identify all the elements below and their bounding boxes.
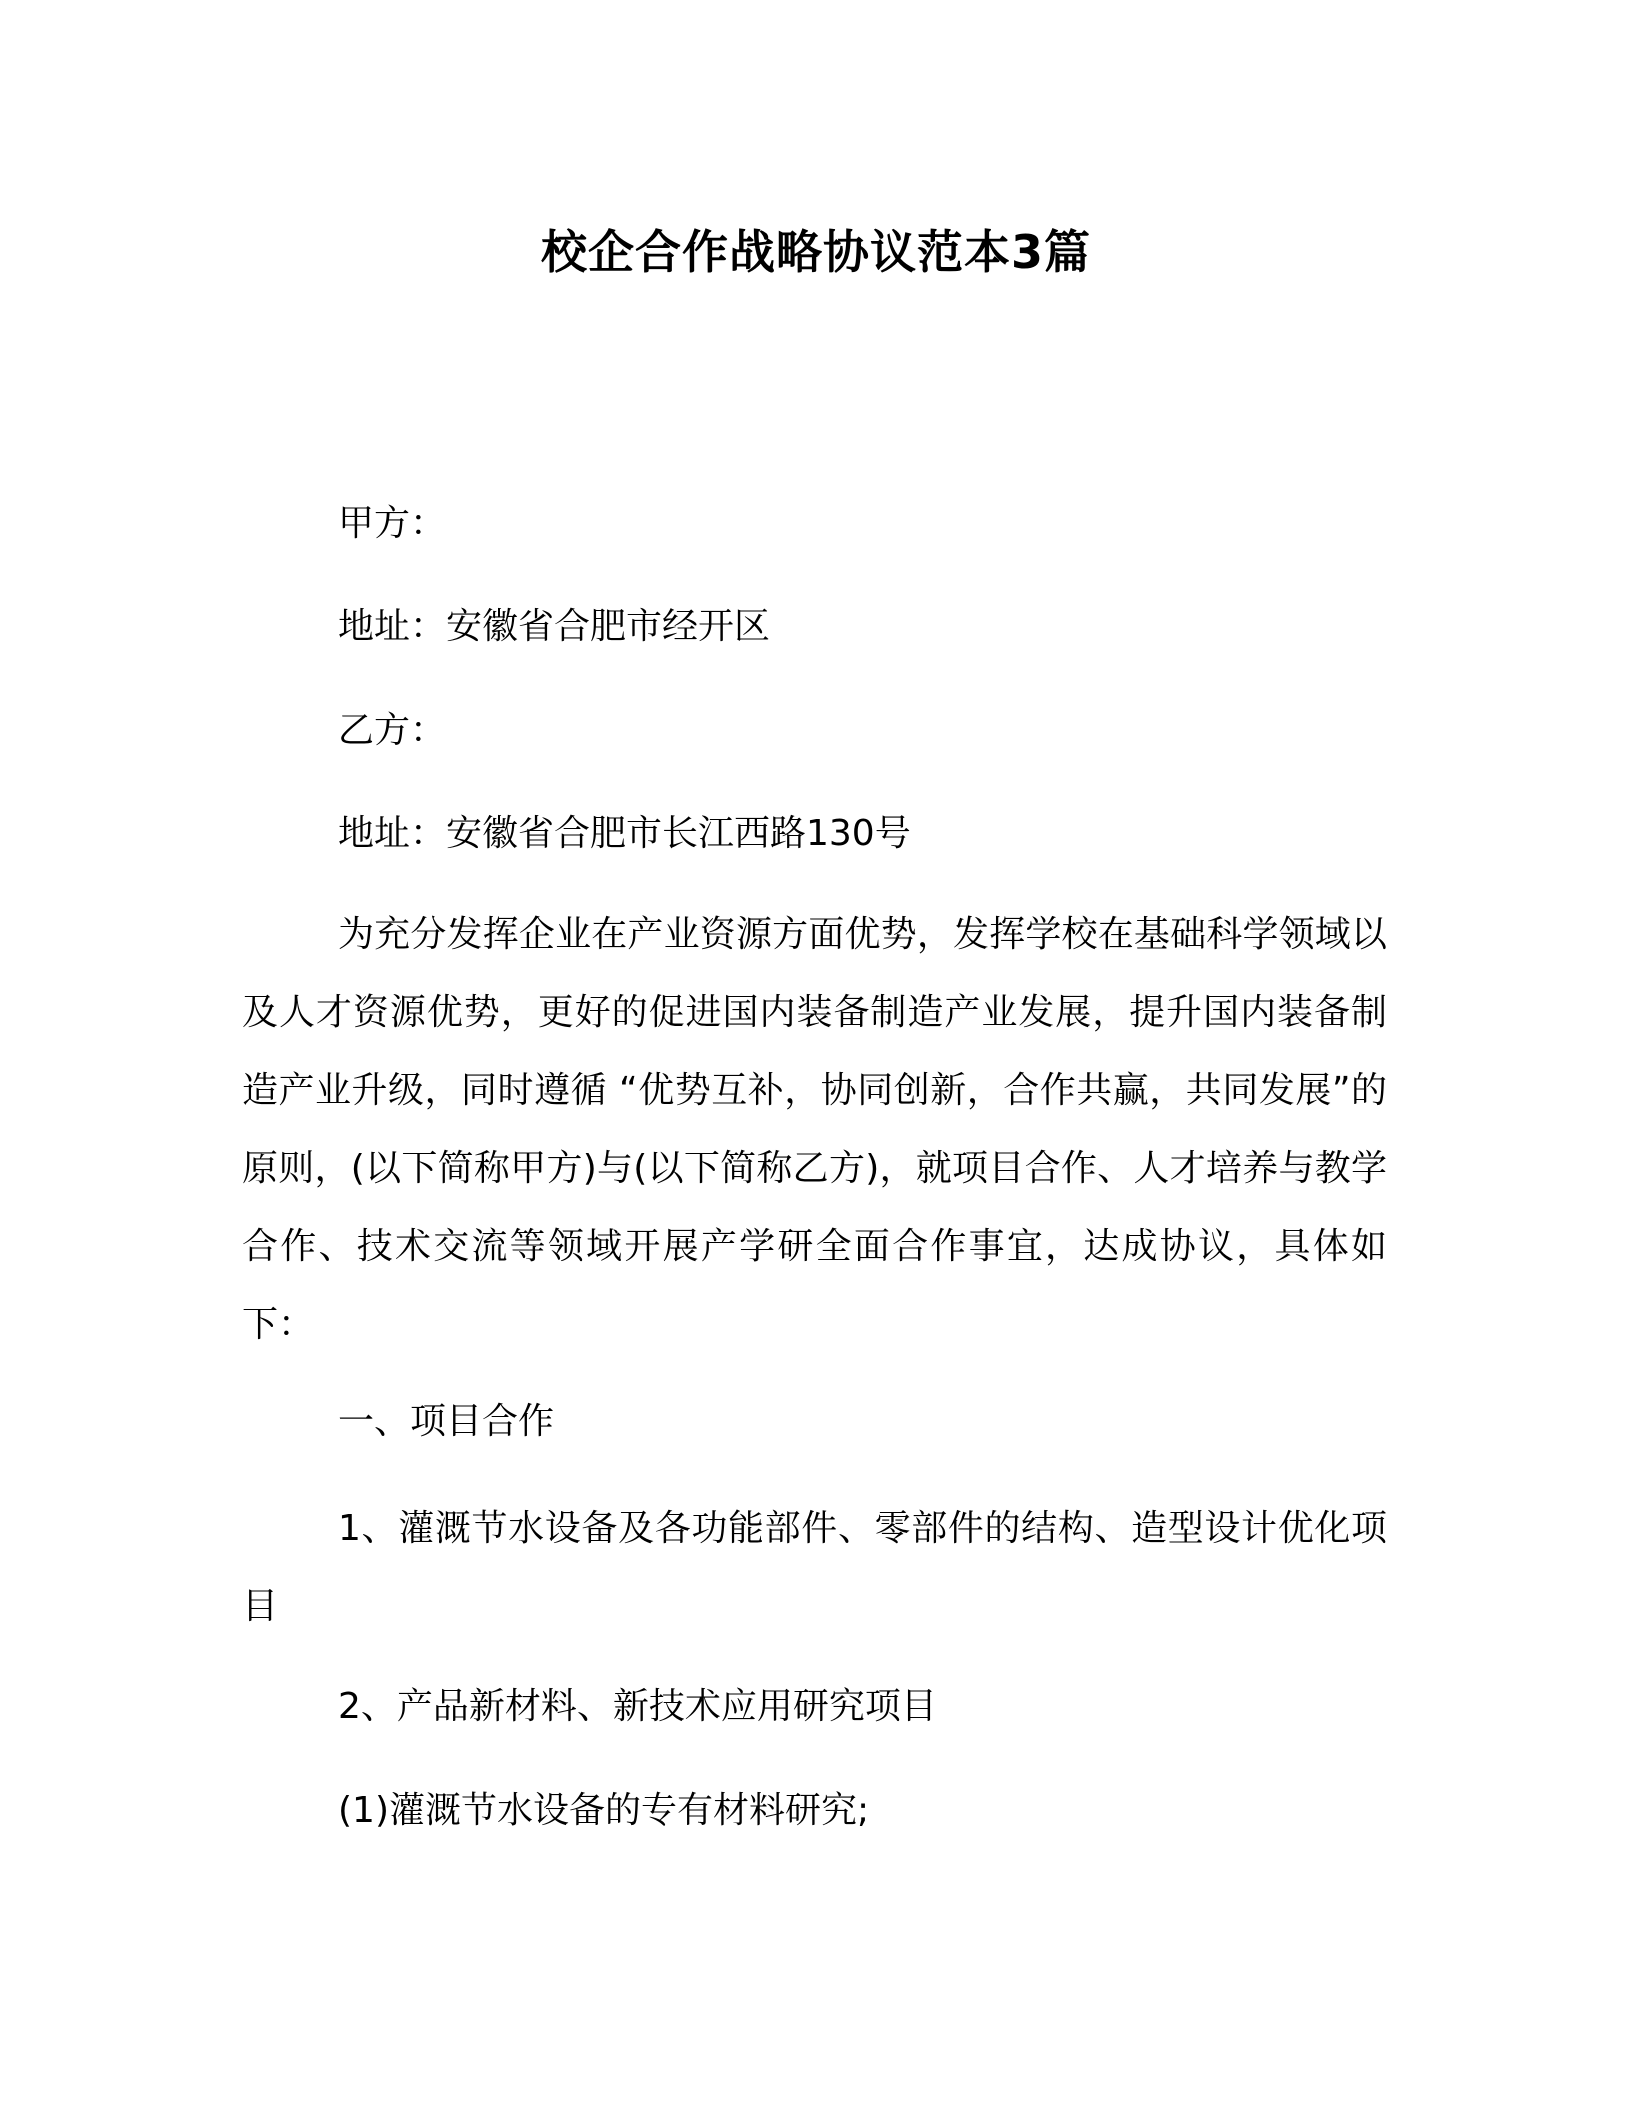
section-1-heading: 一、项目合作 bbox=[338, 1401, 555, 1442]
document-title: 校企合作战略协议范本3篇 bbox=[540, 225, 1091, 279]
party-b-label: 乙方： bbox=[338, 710, 447, 751]
preamble-paragraph: 为充分发挥企业在产业资源方面优势，发挥学校在基础科学领域以及人才资源优势，更好的促进国内装备制造产业发展，提升国内装备制造产业升级，同时遵循 “优势互补，协同创新，合作共赢，共同发展”的原则，(以下简称甲方)与(以下简称乙方)，就项目合作、人才培养与教学合作、技术交流等领域开展产学研全面合作事宜，达成协议，具体如下： bbox=[242, 914, 1387, 1345]
party-a-address: 地址：安徽省合肥市经开区 bbox=[338, 606, 771, 647]
item-2-sub-1: (1)灌溉节水设备的专有材料研究; bbox=[338, 1790, 870, 1831]
party-a-label: 甲方： bbox=[338, 503, 447, 544]
item-1-paragraph: 1、灌溉节水设备及各功能部件、零部件的结构、造型设计优化项目 bbox=[242, 1508, 1387, 1627]
item-2-paragraph: 2、产品新材料、新技术应用研究项目 bbox=[338, 1686, 937, 1727]
party-b-address: 地址：安徽省合肥市长江西路130号 bbox=[338, 813, 911, 854]
